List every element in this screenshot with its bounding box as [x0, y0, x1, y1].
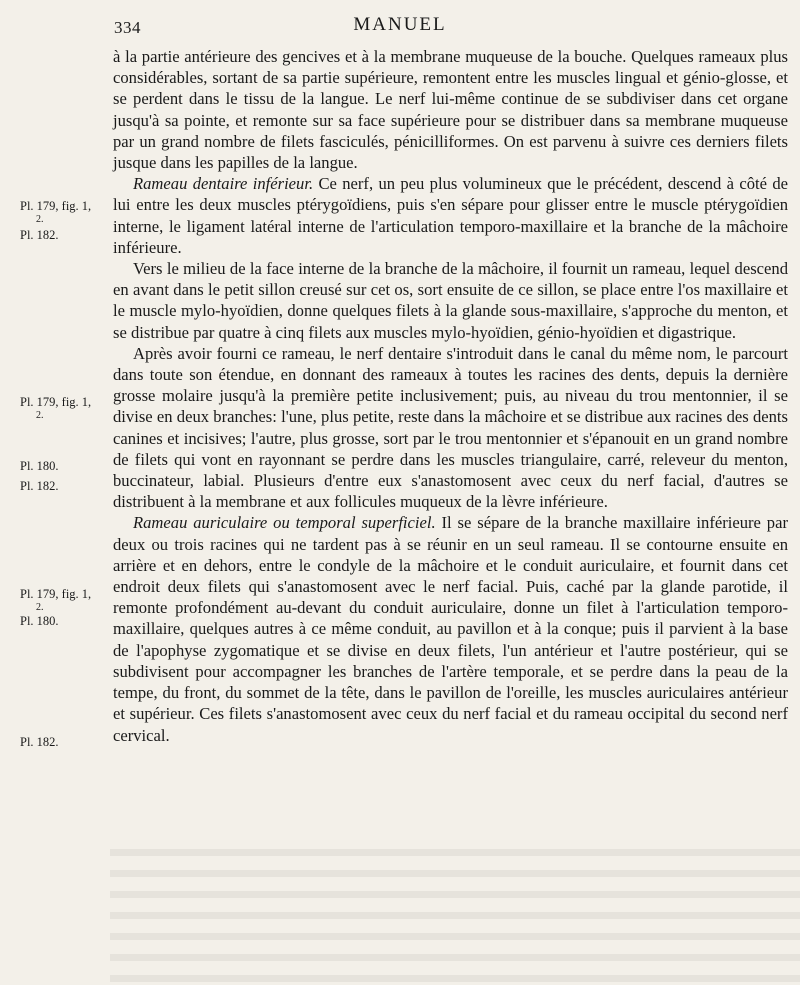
- margin-note: 2.: [36, 410, 44, 421]
- margin-note: Pl. 179, fig. 1,: [20, 587, 92, 601]
- paragraph: [113, 46, 788, 173]
- paragraph: [113, 173, 788, 258]
- paragraph-text: Ce nerf, un peu plus volumineux que le précédent, descend à côté de lui entre les deux muscles ptérygoïdiens, puis s'en sépare pour glisser entre le muscle ptérygoïdien interne, le ligament latéral interne de l'articulation temporo-maxillaire et la branche de la mâchoire inférieure.: [113, 174, 788, 257]
- margin-note: Pl. 179, fig. 1,: [20, 199, 92, 213]
- running-title: MANUEL: [353, 14, 447, 35]
- running-head: [0, 6, 800, 46]
- body-text: [113, 46, 788, 746]
- margin-note: Pl. 180.: [20, 459, 59, 473]
- margin-note: 2.: [36, 602, 44, 613]
- margin-note: Pl. 180.: [20, 614, 59, 628]
- paragraph-text: à la partie antérieure des gencives et à la membrane muqueuse de la bouche. Quelques rameaux plus considérables, sortant de sa partie supérieure, remontent entre les muscles lingual et génio-glosse, et se perdent dans le tissu de la langue. Le nerf lui-même continue de se subdiviser dans cet organe jusqu'à sa pointe, et remonte sur sa face supérieure pour se distribuer dans sa membrane muqueuse par un grand nombre de filets fasciculés, pénicilliformes. On est parvenu à suivre ces derniers filets jusque dans les papilles de la langue.: [113, 47, 788, 173]
- page-number: 334: [114, 18, 141, 37]
- paragraph: [113, 258, 788, 343]
- section-lead: Rameau auriculaire ou temporal superficiel.: [133, 513, 436, 533]
- paragraph-text: Après avoir fourni ce rameau, le nerf dentaire s'introduit dans le canal du même nom, le parcourt dans toute son étendue, en donnant des rameaux à toutes les racines des dents, depuis la dernière grosse molaire jusqu'à la première petite inclusivement; puis, au niveau du trou mentonnier, il se divise en deux branches: l'une, plus petite, reste dans la mâchoire et se distribue aux racines des dents canines et incisives; l'autre, plus grosse, sort par le trou mentonnier et s'épanouit en un grand nombre de filets qui vont en rayonnant se perdre dans les muscles triangulaire, carré, releveur du menton, buccinateur, labial. Plusieurs d'entre eux s'anastomosent avec ceux du nerf facial, d'autres se distribuent à la membrane et aux follicules muqueux de la lèvre inférieure.: [113, 343, 788, 512]
- paragraph-text: Vers le milieu de la face interne de la branche de la mâchoire, il fournit un rameau, lequel descend en avant dans le petit sillon creusé sur cet os, sort ensuite de ce sillon, se place entre l'os maxillaire et le muscle mylo-hyoïdien, donne quelques filets à la glande sous-maxillaire, s'approche du menton, et se distribue par quatre à cinq filets aux muscles mylo-hyoïdien, génio-hyoïdien et digastrique.: [113, 259, 788, 342]
- margin-notes: [0, 0, 110, 985]
- paragraph-text: Il se sépare de la branche maxillaire inférieure par deux ou trois racines qui ne tardent pas à se réunir en un seul rameau. Il se contourne ensuite en arrière et en dehors, entre le condyle de la mâchoire et le conduit auriculaire, et fournit dans cet endroit deux filets qui s'anastomosent avec le nerf facial. Puis, caché par la glande parotide, il remonte profondément au-devant du conduit auriculaire, donne un filet à l'articulation temporo-maxillaire, quelques autres à ce même conduit, au pavillon et à la conque; puis il parvient à la base de l'apophyse zygomatique et se divise en deux filets, l'un antérieur et l'autre postérieur, qui se subdivisent pour accompagner les branches de l'artère temporale, et se perdre dans la peau de la tempe, du front, du sommet de la tête, dans le pavillon de l'oreille, les muscles auriculaires antérieur et supérieur. Ces filets s'anastomosent avec ceux du nerf facial et du rameau occipital du second nerf cervical.: [113, 513, 788, 745]
- margin-note: 2.: [36, 214, 44, 225]
- margin-note: Pl. 182.: [20, 228, 59, 242]
- margin-note: Pl. 179, fig. 1,: [20, 395, 92, 409]
- show-through-text: [110, 835, 800, 985]
- paragraph: [113, 343, 788, 513]
- paragraph: [113, 512, 788, 745]
- section-lead: Rameau dentaire inférieur.: [133, 174, 314, 194]
- margin-note: Pl. 182.: [20, 479, 59, 493]
- margin-note: Pl. 182.: [20, 735, 59, 749]
